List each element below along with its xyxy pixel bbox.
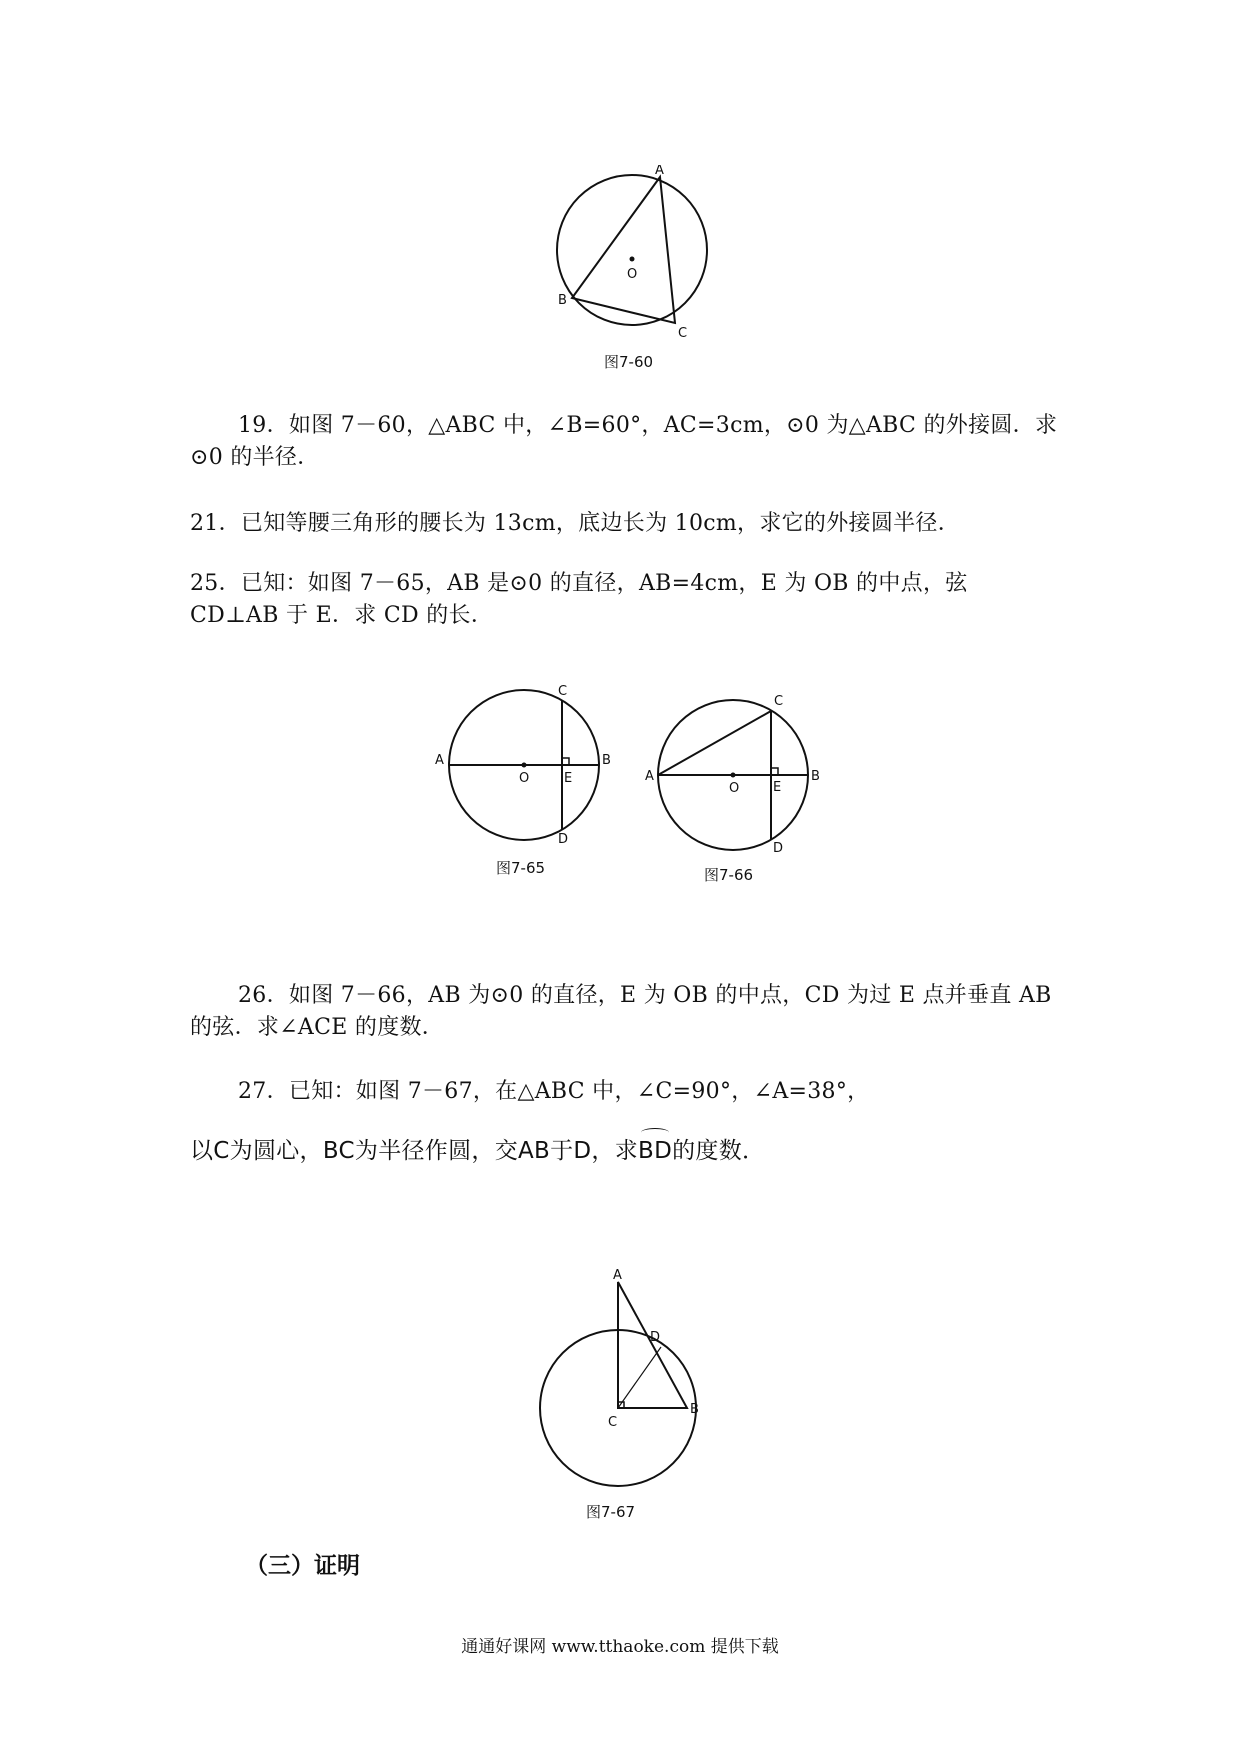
right-angle-mark (771, 768, 778, 775)
label-a: A (435, 753, 444, 768)
figure-7-67 (520, 1262, 730, 1532)
label-o: O (519, 771, 530, 786)
label-c: C (774, 694, 784, 709)
label-e: E (773, 780, 782, 795)
label-o: O (729, 781, 740, 796)
section-heading: （三）证明 (245, 1553, 360, 1579)
problem-21: 21．已知等腰三角形的腰长为 13cm，底边长为 10cm，求它的外接圆半径． (190, 511, 961, 536)
problem-19: 19．如图 7－60，△ABC 中，∠B=60°，AC=3cm，⊙0 为△ABC 的外接圆．求⊙0 的半径． (190, 413, 1058, 470)
label-b: B (811, 769, 820, 784)
label-o: O (627, 267, 638, 282)
problem-26: 26．如图 7－66，AB 为⊙0 的直径，E 为 OB 的中点，CD 为过 E 点并垂直 AB 的弦．求∠ACE 的度数． (190, 983, 1052, 1040)
segment-ac (658, 711, 771, 775)
arc-bd: BD (638, 1135, 672, 1167)
center-point (630, 257, 635, 262)
label-b: B (558, 293, 567, 308)
label-c: C (678, 326, 688, 341)
label-d: D (773, 841, 784, 856)
label-b: B (690, 1402, 699, 1417)
figure-caption: 图7-67 (586, 1503, 636, 1521)
figure-7-60 (540, 165, 720, 375)
figure-caption: 图7-60 (604, 353, 654, 371)
triangle-abc (572, 177, 675, 323)
label-b: B (602, 753, 611, 768)
label-d: D (650, 1330, 661, 1345)
problem-25: 25．已知：如图 7－65，AB 是⊙0 的直径，AB=4cm，E 为 OB 的中点，弦 CD⊥AB 于 E．求 CD 的长． (190, 571, 968, 628)
label-a: A (613, 1268, 622, 1283)
center-point (731, 773, 736, 778)
right-angle-mark (562, 758, 569, 765)
problem-27-text-before: 以C为圆心，BC为半径作圆，交AB于D，求 (190, 1138, 639, 1164)
label-a: A (645, 769, 654, 784)
figure-7-65 (430, 675, 620, 885)
segment-cd (618, 1347, 661, 1408)
label-c: C (608, 1415, 618, 1430)
label-a: A (655, 165, 664, 178)
label-c: C (558, 684, 568, 699)
label-e: E (564, 771, 573, 786)
problem-27-text-after: 的度数． (672, 1138, 766, 1164)
footer: 通通好课网 www.tthaoke.com 提供下载 (461, 1637, 779, 1657)
figure-caption: 图7-65 (496, 859, 546, 877)
center-point (522, 763, 527, 768)
figure-7-66 (640, 685, 830, 895)
label-d: D (558, 832, 569, 847)
problem-27-line-2 (190, 1135, 1060, 1167)
figure-caption: 图7-66 (704, 866, 754, 884)
circumcircle (557, 175, 707, 325)
triangle-abc (618, 1282, 687, 1408)
problem-27-line-1: 27．已知：如图 7－67，在△ABC 中，∠C=90°，∠A=38°， (238, 1079, 870, 1104)
